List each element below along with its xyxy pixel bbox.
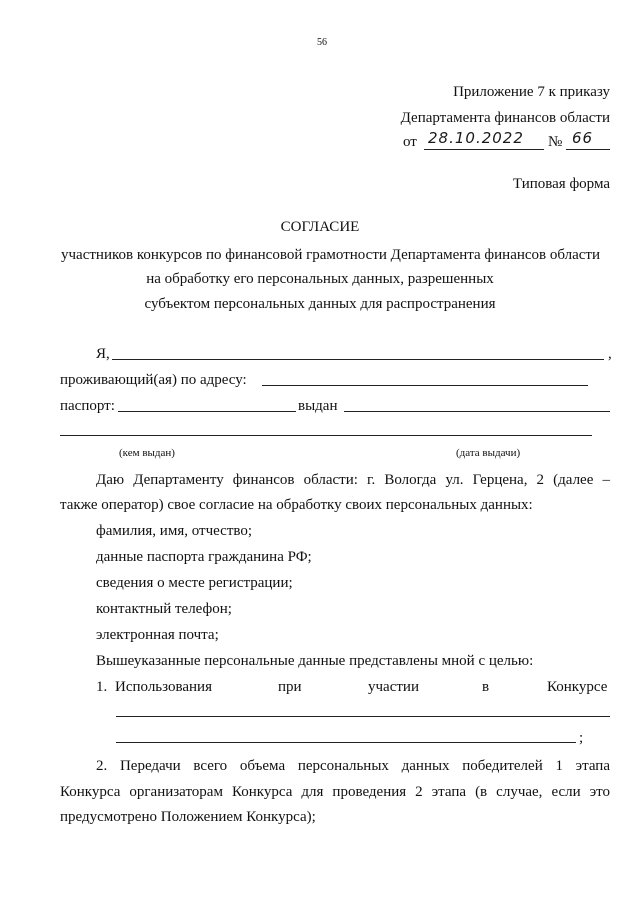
issued-by-date-field[interactable]	[60, 435, 592, 436]
i-label: Я,	[96, 346, 110, 362]
form-type: Типовая форма	[512, 176, 610, 192]
list-item: сведения о месте регистрации;	[96, 575, 293, 591]
issue-date-caption: (дата выдачи)	[456, 447, 521, 459]
purpose-1-field-2[interactable]	[116, 742, 576, 743]
number-handwritten: 66	[572, 129, 594, 147]
document-title: СОГЛАСИЕ	[280, 219, 360, 235]
purpose-1-word: Конкурсе	[547, 679, 608, 695]
title-line-2: на обработку его персональных данных, разрешенных	[146, 271, 494, 287]
purpose-2-line-1: 2. Передачи всего объема персональных данных победителей 1 этапа	[96, 758, 610, 774]
date-handwritten: 28.10.2022	[428, 129, 524, 147]
date-prefix: от	[403, 134, 417, 150]
list-item: электронная почта;	[96, 627, 219, 643]
title-line-3: субъектом персональных данных для распространения	[144, 296, 496, 312]
passport-label: паспорт:	[60, 398, 115, 414]
title-line-1: участников конкурсов по финансовой грамотности Департамента финансов области	[61, 247, 601, 263]
address-field[interactable]	[262, 385, 588, 386]
page-number: 56	[317, 37, 327, 48]
purpose-1-word: в	[482, 679, 490, 695]
date-underline	[424, 149, 544, 150]
issued-field[interactable]	[344, 411, 610, 412]
i-end-comma: ,	[608, 346, 612, 362]
consent-line-1: Даю Департаменту финансов области: г. Вологда ул. Герцена, 2 (далее –	[96, 472, 610, 488]
list-item: контактный телефон;	[96, 601, 232, 617]
address-label: проживающий(ая) по адресу:	[60, 372, 247, 388]
list-item: данные паспорта гражданина РФ;	[96, 549, 312, 565]
purpose-intro: Вышеуказанные персональные данные представлены мной с целью:	[96, 653, 534, 669]
purpose-1-field[interactable]	[116, 716, 610, 717]
list-item: фамилия, имя, отчество;	[96, 523, 253, 539]
issued-label: выдан	[298, 398, 338, 414]
passport-field[interactable]	[118, 411, 296, 412]
department-line: Департамента финансов области	[400, 110, 610, 126]
purpose-1-word: Использования	[115, 679, 212, 695]
consent-line-2: также оператор) свое согласие на обработку своих персональных данных:	[60, 497, 533, 513]
purpose-2-line-2: Конкурса организаторам Конкурса для проведения 2 этапа (в случае, если это	[60, 784, 610, 800]
purpose-1-word: при	[278, 679, 302, 695]
purpose-1-word: участии	[368, 679, 419, 695]
purpose-1-number: 1.	[96, 679, 108, 695]
number-sign: №	[548, 134, 563, 150]
full-name-field[interactable]	[112, 359, 604, 360]
issued-by-caption: (кем выдан)	[119, 447, 175, 459]
number-underline	[566, 149, 610, 150]
purpose-2-line-3: предусмотрено Положением Конкурса);	[60, 809, 316, 825]
purpose-1-end: ;	[579, 730, 584, 746]
appendix-line: Приложение 7 к приказу	[453, 84, 610, 100]
